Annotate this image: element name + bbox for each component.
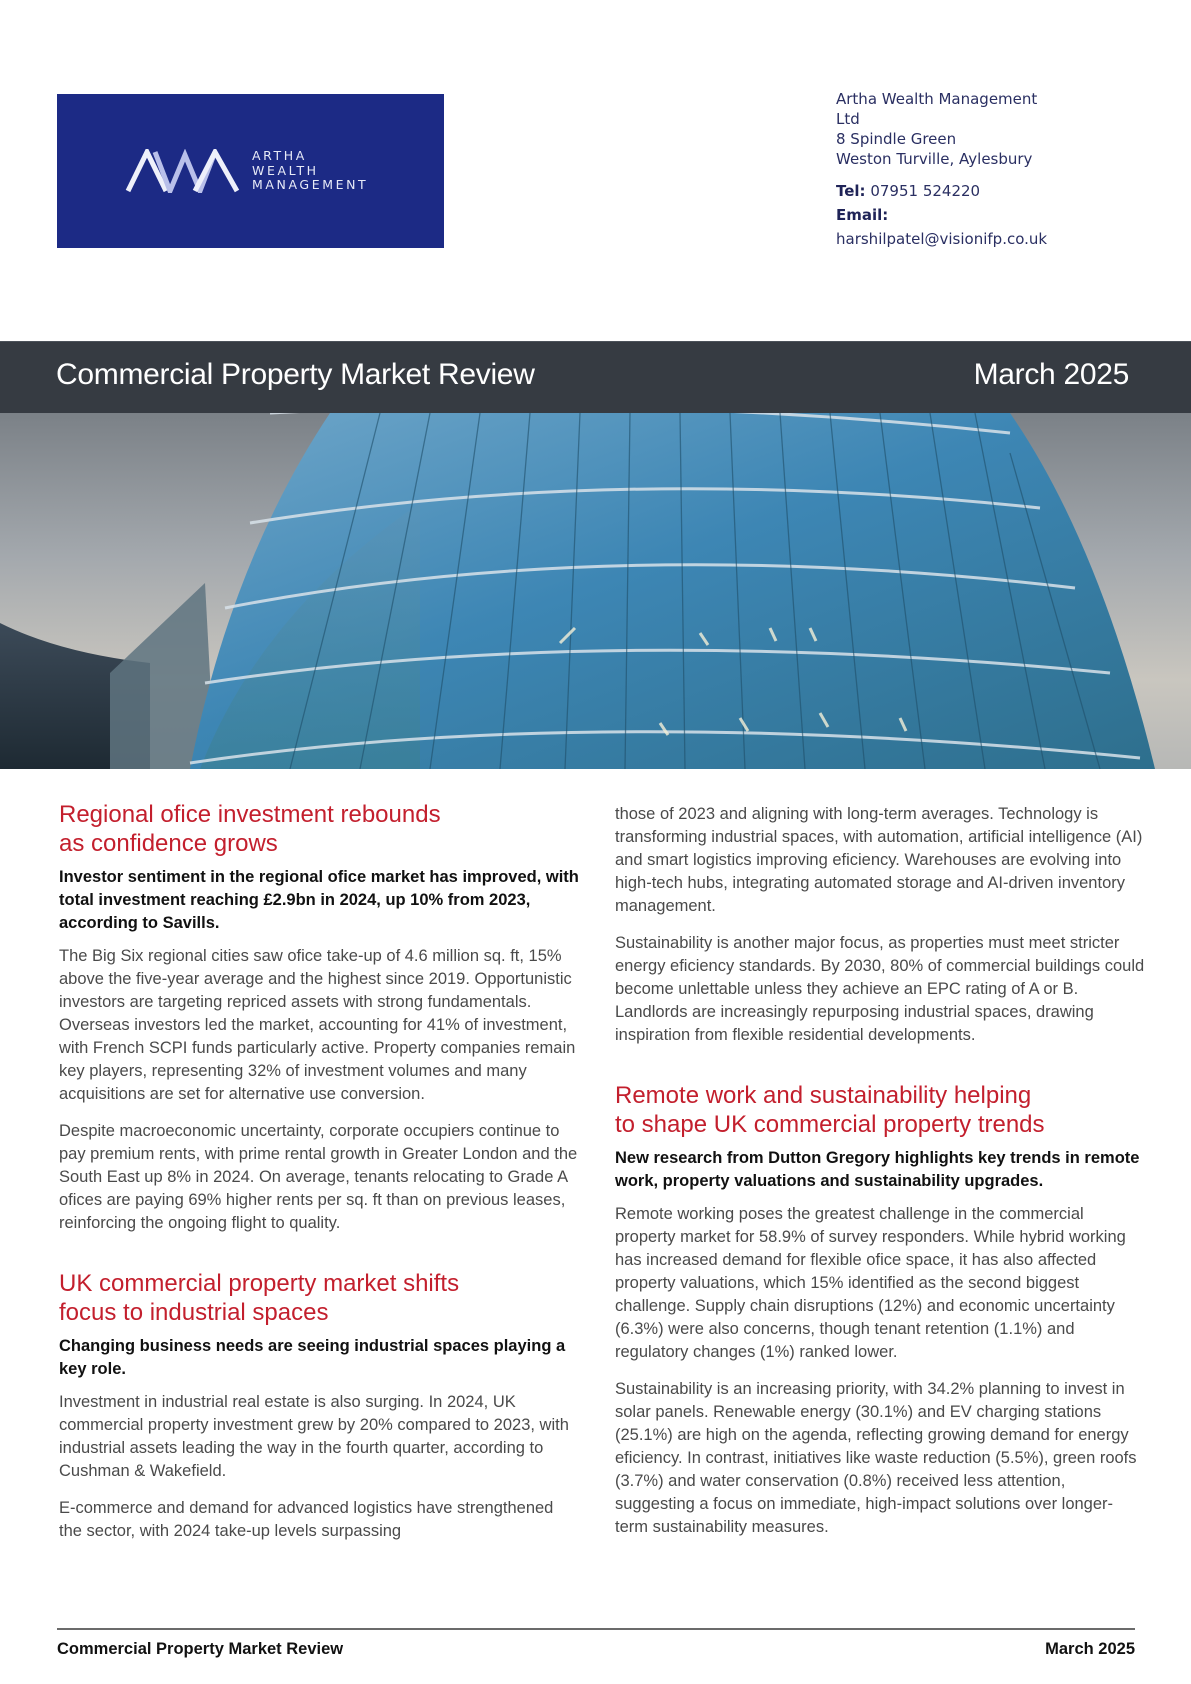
logo-line-artha: ARTHA [252,148,307,163]
footer-title: Commercial Property Market Review [57,1640,344,1658]
company-name-suffix: Ltd [836,110,860,128]
right-column [615,800,1145,1539]
telephone [836,179,1156,203]
company-name: Artha Wealth Management [836,90,1038,108]
article-headline [59,1269,579,1327]
article-paragraph: Despite macroeconomic uncertainty, corporate occupiers continue to pay premium rents, with prime rental growth in Greater London and the South East up 8% in 2024. On average, tenants relocating to Grade A ofices are paying 69% higher rents per sq. ft than on previous leases, reinforcing the ongoing flight to quality. [59,1122,578,1232]
headline-line-1: UK commercial property market shifts [59,1270,460,1297]
article-standfirst: Investor sentiment in the regional ofice market has improved, with total investment reaching £2.9bn in 2024, up 10% from 2023, according to Savills. [59,868,579,932]
article-paragraph: Investment in industrial real estate is also surging. In 2024, UK commercial property investment grew by 20% compared to 2023, with industrial assets leading the way in the fourth quarter, according to Cushman & Wakefield. [59,1393,569,1480]
article-regional-office [59,800,579,1235]
article-paragraph-continued: those of 2023 and aligning with long-term averages. Technology is transforming industrial spaces, with automation, artificial intelligence (AI) and smart logistics improving eficiency. Warehouses are evolving into high-tech hubs, integrating automated storage and AI-driven inventory management. [615,805,1143,915]
email-label: Email: [836,206,889,224]
email-label-row [836,203,1156,227]
email-link[interactable]: harshilpatel@visionifp.co.uk [836,230,1048,248]
article-standfirst: Changing business needs are seeing industrial spaces playing a key role. [59,1337,566,1378]
headline-line-2: as confidence grows [59,830,278,857]
tel-value[interactable]: 07951 524220 [870,182,981,200]
awm-logo-mark-icon [125,149,245,193]
hero-image [0,413,1191,769]
glass-building-illustration-icon [0,413,1191,769]
article-industrial-spaces [59,1269,579,1543]
article-paragraph: Remote working poses the greatest challenge in the commercial property market for 58.9% of survey responders. While hybrid working has increased demand for flexible ofice space, it has also affected property valuations, which 15% identified as the second biggest challenge. Supply chain disruptions (12%) and economic uncertainty (6.3%) were also concerns, though tenant retention (1.1%) and regulatory changes (1%) ranked lower. [615,1205,1126,1361]
footer-date: March 2025 [1045,1640,1135,1658]
footer-divider [57,1628,1135,1630]
company-logo [57,94,444,248]
address-line-1: 8 Spindle Green [836,130,957,148]
article-standfirst: New research from Dutton Gregory highlights key trends in remote work, property valuations and sustainability upgrades. [615,1149,1140,1190]
left-column [59,800,579,1543]
article-paragraph: The Big Six regional cities saw ofice take-up of 4.6 million sq. ft, 15% above the five-year average and the highest since 2019. Opportunistic investors are targeting repriced assets with strong fundamentals. Overseas investors led the market, accounting for 41% of investment, with French SCPI funds particularly active. Property companies remain key players, representing 32% of investment volumes and many acquisitions are set for alternative use conversion. [59,947,576,1103]
article-paragraph: Sustainability is another major focus, as properties must meet stricter energy eficiency standards. By 2030, 80% of commercial buildings could become unlettable unless they achieve an EPC rating of A or B. Landlords are increasingly repurposing industrial spaces, drawing inspiration from flexible residential developments. [615,934,1145,1044]
headline-line-2: to shape UK commercial property trends [615,1111,1045,1138]
logo-wordmark [252,149,368,193]
headline-line-2: focus to industrial spaces [59,1299,329,1326]
tel-label: Tel: [836,182,866,200]
article-paragraph: E-commerce and demand for advanced logistics have strengthened the sector, with 2024 take-up levels surpassing [59,1499,554,1540]
article-headline [59,800,579,858]
article-paragraph: Sustainability is an increasing priority, with 34.2% planning to invest in solar panels. Renewable energy (30.1%) and EV charging stations (25.1%) are high on the agenda, reflecting growing demand for energy eficiency. In contrast, initiatives like waste reduction (5.5%), green roofs (3.7%) and water conservation (0.8%) received less attention, suggesting a focus on immediate, high-impact solutions over longer-term sustainability measures. [615,1380,1137,1536]
logo-line-management: MANAGEMENT [252,177,369,192]
logo-line-wealth: WEALTH [252,162,319,178]
headline-line-1: Regional ofice investment rebounds [59,801,441,828]
article-headline [615,1081,1145,1139]
issue-date: March 2025 [973,358,1129,391]
contact-block [836,89,1156,251]
title-banner [0,341,1191,414]
headline-line-1: Remote work and sustainability helping [615,1082,1032,1109]
article-remote-work [615,1081,1145,1539]
page-title: Commercial Property Market Review [56,358,535,391]
address-line-2: Weston Turville, Aylesbury [836,150,1033,168]
